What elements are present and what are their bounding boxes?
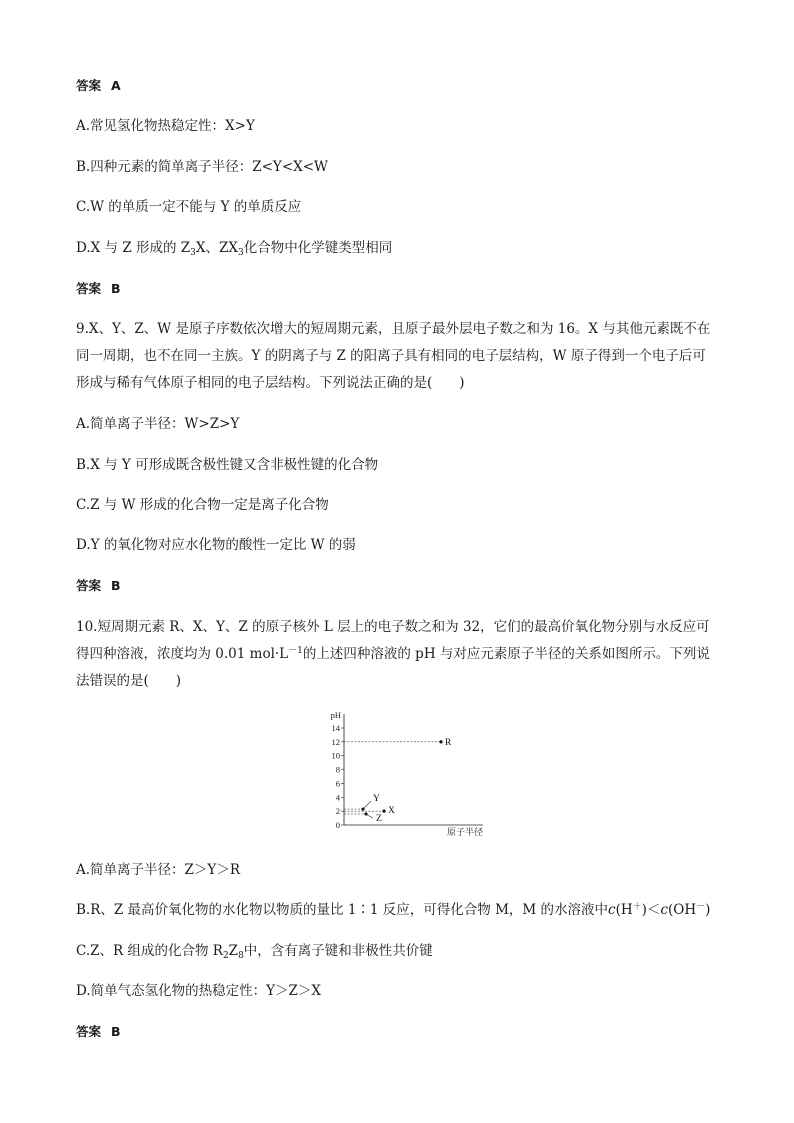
option-a-1: A.常见氢化物热稳定性：X>Y: [76, 118, 255, 134]
q9-stem-line-1: 9.X、Y、Z、W 是原子序数依次增大的短周期元素，且原子最外层电子数之和为 16。X 与其他元素既不在: [76, 321, 711, 337]
q10-stem-line-2: 得四种溶液，浓度均为 0.01 $mol\cdot L^{-1}$的上述四种溶液的 pH 与对应元素原子半径的关系如图所示。下列说: [76, 646, 710, 662]
answer-label: 答案: [76, 1024, 102, 1039]
point-label-x: X: [388, 806, 395, 817]
answer-value: B: [111, 281, 121, 296]
point-label-y: Y: [373, 794, 380, 805]
answer-label: 答案: [76, 78, 102, 93]
q9-stem-line-2: 同一周期，也不在同一主族。Y 的阴离子与 Z 的阳离子具有相同的电子层结构，W 原子得到一个电子后可: [76, 348, 706, 364]
data-point-r: [439, 740, 442, 743]
q9-option-a: A.简单离子半径：W>Z>Y: [76, 416, 240, 432]
q10-option-d: D.简单气态氢化物的热稳定性：Y＞Z＞X: [76, 983, 322, 999]
q10-option-c: C.Z、R 组成的化合物 $R_2Z_8$中，含有离子键和非极性共价键: [76, 943, 433, 961]
point-label-r: R: [445, 737, 452, 748]
answer-value: B: [111, 1024, 121, 1039]
option-b-1: B.四种元素的简单离子半径：Z<Y<X<W: [76, 159, 328, 175]
q10-stem-line-1: 10.短周期元素 R、X、Y、Z 的原子核外 L 层上的电子数之和为 32，它们的最高价氧化物分别与水反应可: [76, 619, 710, 635]
option-c-1: C.W 的单质一定不能与 Y 的单质反应: [76, 199, 302, 215]
x-axis-label: 原子半径: [446, 827, 484, 837]
answer-value: B: [111, 578, 121, 593]
q9-answer-line: [76, 576, 121, 596]
answer-line-2: [76, 279, 121, 299]
answer-label: 答案: [76, 578, 102, 593]
answer-value: A: [111, 78, 121, 93]
ph-radius-chart: [318, 708, 488, 843]
answer-label: 答案: [76, 281, 102, 296]
answer-line-1: [76, 76, 121, 96]
y-tick-label: 6: [335, 778, 340, 789]
y-tick-label: 10: [331, 750, 340, 761]
q9-option-d: D.Y 的氧化物对应水化物的酸性一定比 W 的弱: [76, 537, 356, 553]
q9-option-b: B.X 与 Y 可形成既含极性键又含非极性键的化合物: [76, 457, 379, 473]
y-axis-label: pH: [330, 710, 341, 720]
option-d-1: D.X 与 Z 形成的 $Z_3X$、$ZX_3$化合物中化学键类型相同: [76, 240, 393, 258]
q10-option-a: A.简单离子半径：Z＞Y＞R: [76, 862, 240, 878]
leader-line-z: [367, 815, 373, 818]
q9-stem-line-3: 形成与稀有气体原子相同的电子层结构。下列说法正确的是( ): [76, 375, 465, 391]
q9-option-c: C.Z 与 W 形成的化合物一定是离子化合物: [76, 497, 329, 513]
y-tick-label: 8: [335, 764, 340, 775]
y-tick-label: 0: [335, 820, 340, 830]
y-tick-label: 4: [335, 792, 340, 803]
data-point-x: [382, 810, 385, 813]
y-tick-label: 2: [335, 806, 340, 817]
q10-stem-line-3: 法错误的是( ): [76, 673, 182, 689]
y-tick-label: 14: [331, 723, 340, 733]
leader-line-y: [364, 801, 371, 808]
y-tick-label: 12: [331, 736, 340, 747]
point-label-z: Z: [376, 813, 382, 824]
q10-option-b: B.R、Z 最高价氧化物的水化物以物质的量比 1∶1 反应，可得化合物 M，M 的水溶液中c(H＋)＜c(OH－): [76, 902, 711, 918]
q10-answer-line: [76, 1022, 121, 1042]
